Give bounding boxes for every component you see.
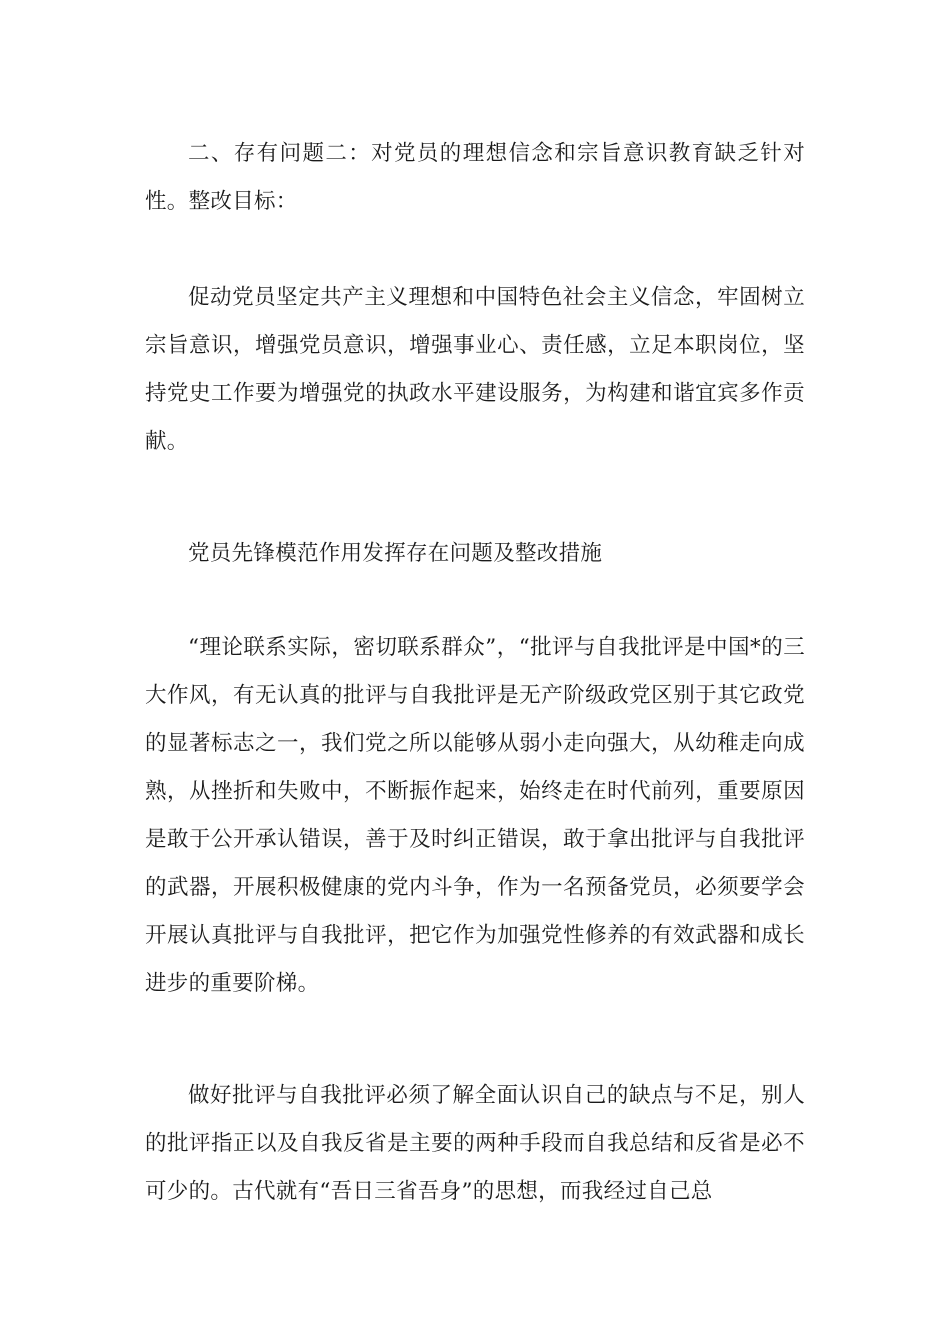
- section-heading: 党员先锋模范作用发挥存在问题及整改措施: [188, 541, 603, 566]
- paragraph-problem-two: 二、存有问题二：对党员的理想信念和宗旨意识教育缺乏针对性。整改目标：: [145, 141, 805, 214]
- paragraph-rectification-goal: 促动党员坚定共产主义理想和中国特色社会主义信念，牢固树立宗旨意识，增强党员意识，增强事业心、责任感，立足本职岗位，坚持党史工作要为增强党的执政水平建设服务，为构建和谐宜宾多作贡献。: [145, 285, 805, 454]
- paragraph-criticism: “理论联系实际，密切联系群众”，“批评与自我批评是中国*的三大作风，有无认真的批评与自我批评是无产阶级政党区别于其它政党的显著标志之一，我们党之所以能够从弱小走向强大，从幼稚走向成熟，从挫折和失败中，不断振作起来，始终走在时代前列，重要原因是敢于公开承认错误，善于及时纠正错误，敢于拿出批评与自我批评的武器，开展积极健康的党内斗争，作为一名预备党员，必须要学会开展认真批评与自我批评，把它作为加强党性修养的有效武器和成长进步的重要阶梯。: [145, 635, 805, 996]
- paragraph-self-criticism: 做好批评与自我批评必须了解全面认识自己的缺点与不足，别人的批评指正以及自我反省是主要的两种手段而自我总结和反省是必不可少的。古代就有“吾日三省吾身”的思想，而我经过自己总: [145, 1083, 805, 1204]
